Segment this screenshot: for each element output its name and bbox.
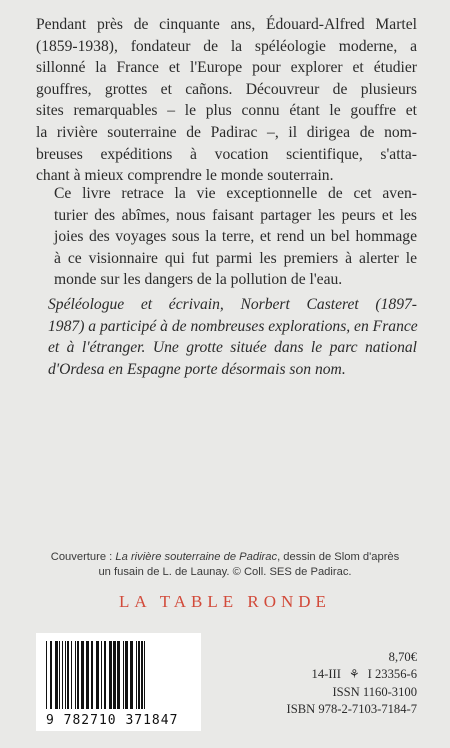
summary-paragraph xyxy=(36,14,417,187)
barcode-bar xyxy=(50,641,52,709)
barcode-bar xyxy=(46,641,47,709)
barcode-bar xyxy=(104,641,106,709)
barcode-bar xyxy=(130,641,133,709)
barcode-bar xyxy=(138,641,140,709)
text-line: turier des abîmes, nous faisant partager les peurs et les xyxy=(54,206,417,224)
text-line: gouffres, grottes et cañons. Découvreur de plusieurs xyxy=(36,80,417,98)
barcode-bar xyxy=(101,641,102,709)
text-line: Pendant près de cinquante ans, Édouard-Alfred Martel xyxy=(36,16,417,33)
barcode-bar xyxy=(125,641,128,709)
barcode-bar xyxy=(123,641,124,709)
catalog-code-row xyxy=(237,666,417,683)
text-line: Spéléologue et écrivain, Norbert Casteret (1897- xyxy=(48,296,417,313)
barcode-bar xyxy=(59,641,60,709)
barcode-bar xyxy=(144,641,145,709)
cover-credit xyxy=(0,550,450,580)
barcode-bar xyxy=(75,641,76,709)
barcode-bar xyxy=(81,641,84,709)
text-line: monde sur les dangers de la pollution de l'eau. xyxy=(54,271,343,289)
text-line: et à l'étranger. Une grotte située dans le parc national xyxy=(48,339,417,357)
text-line: (1859-1938), fondateur de la spéléologie moderne, a xyxy=(36,37,417,55)
credit-line1-rest: , dessin de Slom d'après xyxy=(277,551,400,563)
barcode xyxy=(36,633,201,731)
publisher-name: LA TABLE RONDE xyxy=(119,592,331,611)
description-paragraph xyxy=(36,183,417,291)
text-line: joies des voyages sous la terre, et rend un bel hommage xyxy=(54,228,417,246)
barcode-bar xyxy=(109,641,112,709)
barcode-bar xyxy=(113,641,116,709)
isbn: ISBN 978-2-7103-7184-7 xyxy=(286,702,417,717)
catalog-code-right: I 23356-6 xyxy=(367,667,417,682)
cover-credit-line-2: un fusain de L. de Launay. © Coll. SES de Padirac. xyxy=(98,566,352,578)
text-line: chant à mieux comprendre le monde souterrain. xyxy=(36,167,334,185)
text-line: 1987) a participé à de nombreuses explorations, en France xyxy=(48,317,418,335)
barcode-bar xyxy=(141,641,143,709)
barcode-bar xyxy=(117,641,120,709)
price-and-codes xyxy=(237,649,417,719)
text-line: sites remarquables – le plus connu étant le gouffre et xyxy=(36,102,417,120)
issn: ISSN 1160-3100 xyxy=(332,684,417,699)
barcode-bar xyxy=(91,641,93,709)
barcode-bar xyxy=(65,641,66,709)
catalog-code-left: 14-III xyxy=(311,667,341,682)
barcode-bars xyxy=(44,641,194,711)
text-line: breuses expéditions à vocation scientifique, s'atta- xyxy=(36,145,417,163)
text-line: Ce livre retrace la vie exceptionnelle de cet aven- xyxy=(54,185,417,202)
barcode-bar xyxy=(55,641,58,709)
barcode-bar xyxy=(96,641,99,709)
distributor-logo-icon: ⚘ xyxy=(348,667,360,682)
barcode-bar xyxy=(62,641,63,709)
cover-credit-line-1 xyxy=(0,550,450,565)
barcode-bar xyxy=(77,641,79,709)
text-line: d'Ordesa en Espagne porte désormais son nom. xyxy=(48,360,346,378)
price: 8,70€ xyxy=(388,650,417,664)
text-line: la rivière souterraine de Padirac –, il dirigea de nom- xyxy=(36,123,417,141)
barcode-digits: 9 782710 371847 xyxy=(46,713,179,728)
credit-artwork-title: La rivière souterraine de Padirac xyxy=(115,551,278,563)
barcode-bar xyxy=(136,641,137,709)
credit-prefix: Couverture : xyxy=(50,551,116,563)
author-bio-paragraph xyxy=(36,294,417,380)
barcode-bar xyxy=(86,641,89,709)
barcode-bar xyxy=(71,641,72,709)
text-line: sillonné la France et l'Europe pour explorer et étudier xyxy=(36,59,417,77)
text-line: à ce visionnaire qui fut parmi les premiers à alerter le xyxy=(54,249,417,267)
barcode-bar xyxy=(67,641,69,709)
